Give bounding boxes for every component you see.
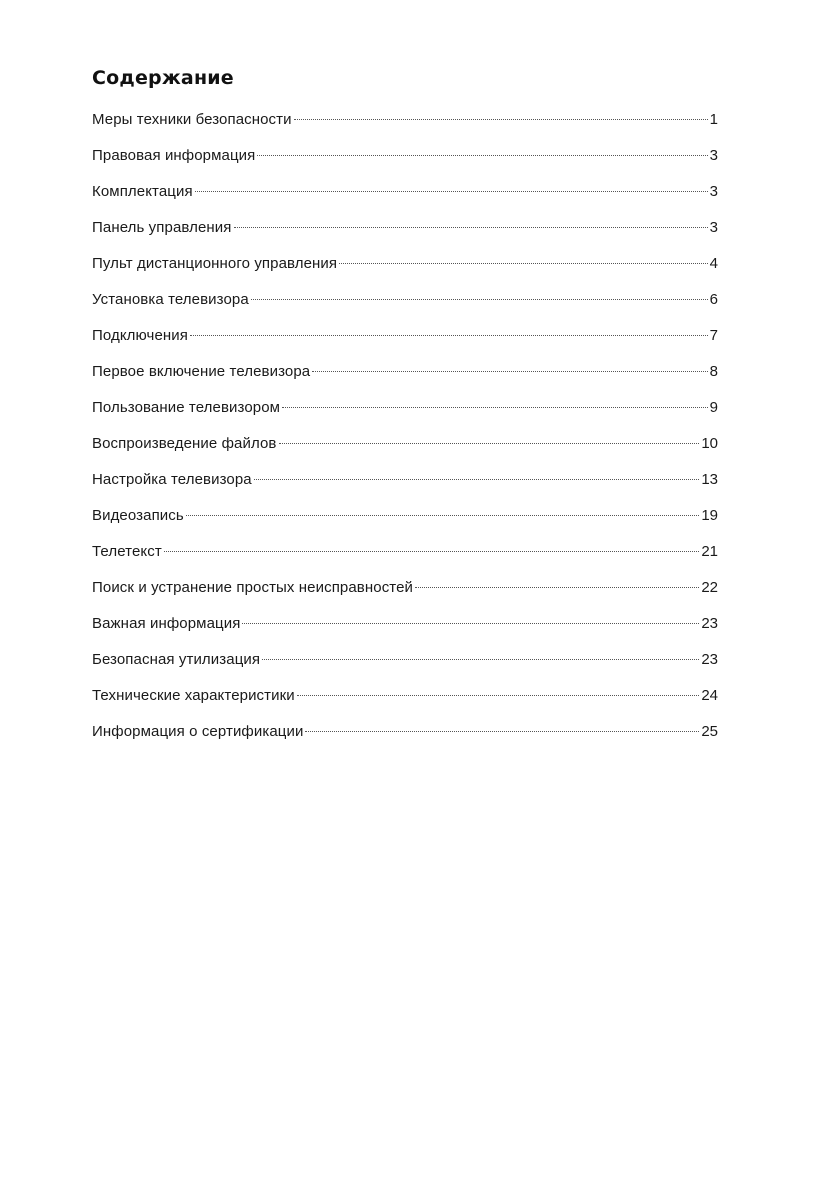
toc-entry[interactable] bbox=[92, 678, 718, 714]
toc-entry-page: 1 bbox=[709, 111, 718, 128]
document-page bbox=[92, 64, 718, 750]
toc-entry[interactable] bbox=[92, 282, 718, 318]
toc-entry-page: 23 bbox=[701, 615, 718, 632]
toc-entry-label: Пользование телевизором bbox=[92, 399, 281, 416]
toc-entry-label: Комплектация bbox=[92, 183, 193, 200]
toc-entry-page: 3 bbox=[709, 183, 718, 200]
toc-entry-label: Правовая информация bbox=[92, 147, 256, 164]
page-title: Содержание bbox=[92, 67, 234, 89]
dot-leader bbox=[297, 695, 700, 696]
toc-entry-label: Видеозапись bbox=[92, 507, 184, 524]
dot-leader bbox=[279, 443, 700, 444]
dot-leader bbox=[254, 479, 700, 480]
toc-entry[interactable] bbox=[92, 498, 718, 534]
dot-leader bbox=[339, 263, 708, 264]
dot-leader bbox=[186, 515, 700, 516]
toc-entry-page: 6 bbox=[709, 291, 718, 308]
toc-entry[interactable] bbox=[92, 714, 718, 750]
dot-leader bbox=[164, 551, 700, 552]
toc-entry-page: 7 bbox=[709, 327, 718, 344]
toc-entry[interactable] bbox=[92, 606, 718, 642]
toc-entry-label: Безопасная утилизация bbox=[92, 651, 261, 668]
toc-entry-page: 13 bbox=[701, 471, 718, 488]
toc-entry-page: 9 bbox=[709, 399, 718, 416]
toc-entry-page: 21 bbox=[701, 543, 718, 560]
toc-entry-label: Панель управления bbox=[92, 219, 232, 236]
dot-leader bbox=[257, 155, 707, 156]
dot-leader bbox=[242, 623, 699, 624]
toc-entry[interactable] bbox=[92, 246, 718, 282]
toc-entry-page: 4 bbox=[709, 255, 718, 272]
toc-entry-page: 25 bbox=[701, 723, 718, 740]
toc-entry-label: Поиск и устранение простых неисправностей bbox=[92, 579, 414, 596]
dot-leader bbox=[305, 731, 699, 732]
toc-entry[interactable] bbox=[92, 426, 718, 462]
toc-entry-page: 10 bbox=[701, 435, 718, 452]
dot-leader bbox=[294, 119, 708, 120]
dot-leader bbox=[251, 299, 708, 300]
toc-entry-label: Меры техники безопасности bbox=[92, 111, 292, 128]
toc-entry[interactable] bbox=[92, 462, 718, 498]
dot-leader bbox=[190, 335, 708, 336]
toc-entry[interactable] bbox=[92, 318, 718, 354]
toc-entry-page: 3 bbox=[709, 219, 718, 236]
toc-entry[interactable] bbox=[92, 354, 718, 390]
toc-entry[interactable] bbox=[92, 642, 718, 678]
dot-leader bbox=[282, 407, 708, 408]
toc-entry[interactable] bbox=[92, 210, 718, 246]
dot-leader bbox=[312, 371, 707, 372]
toc-entry[interactable] bbox=[92, 102, 718, 138]
toc-entry-label: Пульт дистанционного управления bbox=[92, 255, 338, 272]
dot-leader bbox=[415, 587, 699, 588]
toc-entry-page: 19 bbox=[701, 507, 718, 524]
dot-leader bbox=[195, 191, 708, 192]
toc-entry-label: Воспроизведение файлов bbox=[92, 435, 277, 452]
toc-entry[interactable] bbox=[92, 390, 718, 426]
dot-leader bbox=[234, 227, 708, 228]
toc-entry-page: 23 bbox=[701, 651, 718, 668]
toc-entry[interactable] bbox=[92, 138, 718, 174]
toc-entry-label: Информация о сертификации bbox=[92, 723, 304, 740]
toc-entry-label: Телетекст bbox=[92, 543, 162, 560]
toc-entry-label: Технические характеристики bbox=[92, 687, 295, 704]
toc-entry-page: 22 bbox=[701, 579, 718, 596]
toc-entry-page: 3 bbox=[709, 147, 718, 164]
toc-entry-label: Установка телевизора bbox=[92, 291, 249, 308]
toc-entry[interactable] bbox=[92, 534, 718, 570]
dot-leader bbox=[262, 659, 699, 660]
toc-entry-label: Первое включение телевизора bbox=[92, 363, 311, 380]
toc-entry-label: Важная информация bbox=[92, 615, 241, 632]
toc-entry-page: 8 bbox=[709, 363, 718, 380]
toc-entry-label: Подключения bbox=[92, 327, 188, 344]
toc-entry-label: Настройка телевизора bbox=[92, 471, 252, 488]
table-of-contents bbox=[92, 102, 718, 750]
toc-entry[interactable] bbox=[92, 570, 718, 606]
toc-entry-page: 24 bbox=[701, 687, 718, 704]
toc-entry[interactable] bbox=[92, 174, 718, 210]
